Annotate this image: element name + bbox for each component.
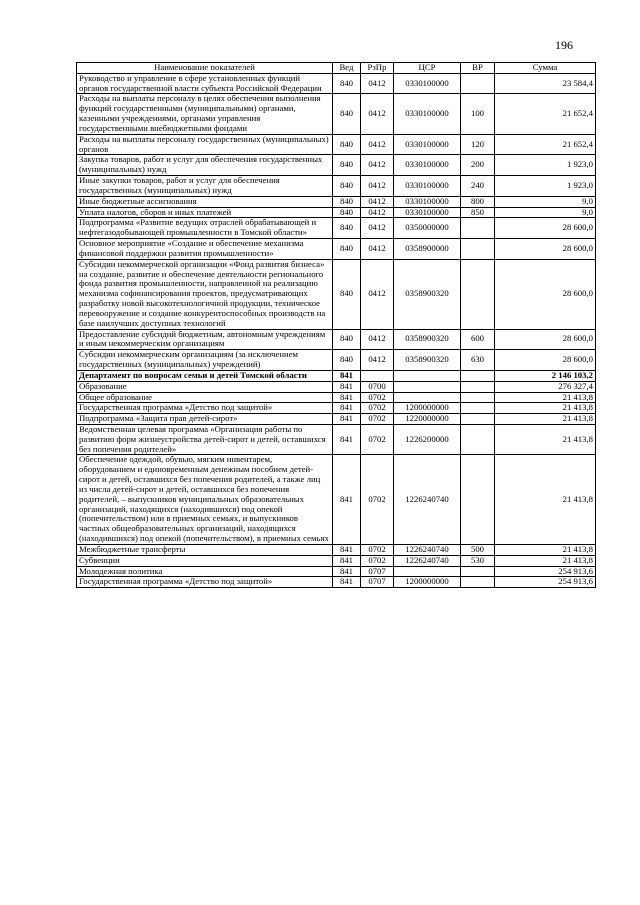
row-ved-cell: 840 xyxy=(333,94,361,134)
row-vr-cell xyxy=(461,239,495,260)
row-sum-cell: 21 413,8 xyxy=(495,544,596,555)
row-ved-cell: 841 xyxy=(333,370,361,381)
table-row xyxy=(77,207,596,218)
table-row xyxy=(77,196,596,207)
row-vr-cell xyxy=(461,259,495,329)
row-csr-cell xyxy=(394,370,461,381)
table-row xyxy=(77,566,596,577)
row-ved-cell: 841 xyxy=(333,414,361,425)
row-rzpr-cell: 0412 xyxy=(361,239,394,260)
row-vr-cell xyxy=(461,414,495,425)
row-name-cell: Обеспечение одеждой, обувью, мягким инвентарем, оборудованием и единовременным денежным пособием детей-сирот и детей, оставшихся без попечения родителей, а также лиц из числа детей-сирот и детей, оставшихся без попечения родителей, – выпускников муниципальных образовательных организаций, находящихся (находившихся) под опекой (попечительством) или в приемных семьях, и выпускников частных общеобразовательных организаций, находящихся (находившихся) под опекой (попечительством), в приемных семьях xyxy=(77,455,333,544)
row-name-cell: Основное мероприятие «Создание и обеспечение механизма финансовой поддержки развития промышленности» xyxy=(77,239,333,260)
row-sum-cell: 28 600,0 xyxy=(495,350,596,371)
header-csr: ЦСР xyxy=(394,63,461,74)
row-sum-cell: 254 913,6 xyxy=(495,566,596,577)
table-row xyxy=(77,176,596,197)
row-sum-cell: 21 413,8 xyxy=(495,555,596,566)
header-sum: Сумма xyxy=(495,63,596,74)
row-sum-cell: 28 600,0 xyxy=(495,259,596,329)
row-rzpr-cell: 0702 xyxy=(361,424,394,454)
row-ved-cell: 840 xyxy=(333,329,361,350)
row-ved-cell: 840 xyxy=(333,134,361,155)
row-csr-cell: 1226200000 xyxy=(394,424,461,454)
row-sum-cell: 28 600,0 xyxy=(495,218,596,239)
table-row xyxy=(77,134,596,155)
row-vr-cell: 200 xyxy=(461,155,495,176)
row-ved-cell: 841 xyxy=(333,424,361,454)
row-vr-cell xyxy=(461,73,495,94)
row-sum-cell: 21 413,8 xyxy=(495,424,596,454)
budget-table xyxy=(76,62,596,588)
row-csr-cell: 1226240740 xyxy=(394,455,461,544)
row-rzpr-cell: 0707 xyxy=(361,577,394,588)
row-vr-cell xyxy=(461,218,495,239)
row-name-cell: Подпрограмма «Защита прав детей-сирот» xyxy=(77,414,333,425)
row-sum-cell: 1 923,0 xyxy=(495,155,596,176)
row-sum-cell: 254 913,6 xyxy=(495,577,596,588)
table-body xyxy=(77,73,596,587)
row-name-cell: Подпрограмма «Развитие ведущих отраслей обрабатывающей и нефтегазодобывающей промышленности в Томской области» xyxy=(77,218,333,239)
row-name-cell: Иные закупки товаров, работ и услуг для обеспечения государственных (муниципальных) нужд xyxy=(77,176,333,197)
row-rzpr-cell: 0412 xyxy=(361,134,394,155)
row-sum-cell: 28 600,0 xyxy=(495,239,596,260)
row-name-cell: Ведомственная целевая программа «Организация работы по развитию форм жизнеустройства детей-сирот и детей, оставшихся без попечения родителей» xyxy=(77,424,333,454)
table-row xyxy=(77,155,596,176)
row-name-cell: Уплата налогов, сборов и иных платежей xyxy=(77,207,333,218)
row-csr-cell: 0330100000 xyxy=(394,207,461,218)
table-row xyxy=(77,350,596,371)
header-vr: ВР xyxy=(461,63,495,74)
row-sum-cell: 23 584,4 xyxy=(495,73,596,94)
row-name-cell: Иные бюджетные ассигнования xyxy=(77,196,333,207)
row-csr-cell: 0358900320 xyxy=(394,259,461,329)
row-rzpr-cell: 0412 xyxy=(361,350,394,371)
table-row xyxy=(77,403,596,414)
row-name-cell: Расходы на выплаты персоналу в целях обеспечения выполнения функций государственными (муниципальными) органами, казенными учреждениями, органами управления государственными внебюджетными фондами xyxy=(77,94,333,134)
row-ved-cell: 841 xyxy=(333,455,361,544)
row-name-cell: Субвенции xyxy=(77,555,333,566)
row-csr-cell: 0350000000 xyxy=(394,218,461,239)
table-row xyxy=(77,73,596,94)
page-number: 196 xyxy=(555,38,573,52)
header-ved: Вед xyxy=(333,63,361,74)
row-rzpr-cell xyxy=(361,370,394,381)
row-rzpr-cell: 0412 xyxy=(361,196,394,207)
table-row xyxy=(77,392,596,403)
row-csr-cell: 1226240740 xyxy=(394,555,461,566)
row-name-cell: Межбюджетные трансферты xyxy=(77,544,333,555)
row-name-cell: Субсидии некоммерческой организации «Фонд развития бизнеса» на создание, развитие и обеспечение деятельности регионального фонда развития промышленности, направленной на реализацию механизма софинансирования проектов, предусматривающих разработку новой высокотехнологичной продукции, техническое перевооружение и создание конкурентоспособных производств на базе наилучших доступных технологий xyxy=(77,259,333,329)
row-vr-cell: 630 xyxy=(461,350,495,371)
row-name-cell: Департамент по вопросам семьи и детей Томской области xyxy=(77,370,333,381)
row-ved-cell: 841 xyxy=(333,577,361,588)
row-rzpr-cell: 0412 xyxy=(361,207,394,218)
row-rzpr-cell: 0702 xyxy=(361,544,394,555)
row-ved-cell: 840 xyxy=(333,239,361,260)
row-csr-cell: 0358900000 xyxy=(394,239,461,260)
row-vr-cell xyxy=(461,370,495,381)
table-row xyxy=(77,555,596,566)
row-sum-cell: 2 146 103,2 xyxy=(495,370,596,381)
row-vr-cell: 800 xyxy=(461,196,495,207)
table-row xyxy=(77,424,596,454)
row-vr-cell xyxy=(461,403,495,414)
row-ved-cell: 841 xyxy=(333,381,361,392)
row-vr-cell xyxy=(461,392,495,403)
row-vr-cell xyxy=(461,424,495,454)
row-ved-cell: 840 xyxy=(333,155,361,176)
row-vr-cell: 600 xyxy=(461,329,495,350)
row-rzpr-cell: 0412 xyxy=(361,94,394,134)
row-csr-cell: 0330100000 xyxy=(394,94,461,134)
row-ved-cell: 841 xyxy=(333,544,361,555)
row-sum-cell: 9,0 xyxy=(495,207,596,218)
row-name-cell: Государственная программа «Детство под защитой» xyxy=(77,577,333,588)
row-csr-cell: 0330100000 xyxy=(394,155,461,176)
row-ved-cell: 840 xyxy=(333,207,361,218)
row-sum-cell: 21 652,4 xyxy=(495,134,596,155)
row-ved-cell: 841 xyxy=(333,403,361,414)
row-csr-cell: 0330100000 xyxy=(394,176,461,197)
table-row xyxy=(77,259,596,329)
row-name-cell: Общее образование xyxy=(77,392,333,403)
row-rzpr-cell: 0702 xyxy=(361,414,394,425)
row-vr-cell xyxy=(461,381,495,392)
row-csr-cell: 0330100000 xyxy=(394,73,461,94)
row-rzpr-cell: 0702 xyxy=(361,455,394,544)
row-sum-cell: 21 413,8 xyxy=(495,455,596,544)
table-header-row xyxy=(77,63,596,74)
row-ved-cell: 841 xyxy=(333,555,361,566)
row-vr-cell: 530 xyxy=(461,555,495,566)
row-csr-cell: 1200000000 xyxy=(394,577,461,588)
table-row xyxy=(77,577,596,588)
row-ved-cell: 840 xyxy=(333,259,361,329)
row-rzpr-cell: 0412 xyxy=(361,155,394,176)
row-name-cell: Образование xyxy=(77,381,333,392)
table-row xyxy=(77,455,596,544)
row-csr-cell: 1200000000 xyxy=(394,403,461,414)
row-csr-cell: 0358900320 xyxy=(394,350,461,371)
row-ved-cell: 841 xyxy=(333,392,361,403)
row-csr-cell: 1220000000 xyxy=(394,414,461,425)
row-rzpr-cell: 0702 xyxy=(361,403,394,414)
table-row xyxy=(77,370,596,381)
row-rzpr-cell: 0707 xyxy=(361,566,394,577)
row-rzpr-cell: 0412 xyxy=(361,218,394,239)
row-rzpr-cell: 0700 xyxy=(361,381,394,392)
row-vr-cell: 100 xyxy=(461,94,495,134)
row-rzpr-cell: 0702 xyxy=(361,392,394,403)
row-vr-cell: 500 xyxy=(461,544,495,555)
row-sum-cell: 21 413,8 xyxy=(495,392,596,403)
row-csr-cell: 0330100000 xyxy=(394,196,461,207)
row-name-cell: Закупка товаров, работ и услуг для обеспечения государственных (муниципальных) нужд xyxy=(77,155,333,176)
row-rzpr-cell: 0412 xyxy=(361,259,394,329)
row-name-cell: Субсидии некоммерческим организациям (за исключением государственных (муниципальных) учреждений) xyxy=(77,350,333,371)
row-csr-cell: 1226240740 xyxy=(394,544,461,555)
row-sum-cell: 21 413,8 xyxy=(495,414,596,425)
row-ved-cell: 840 xyxy=(333,350,361,371)
row-vr-cell: 850 xyxy=(461,207,495,218)
table-row xyxy=(77,544,596,555)
row-csr-cell: 0330100000 xyxy=(394,134,461,155)
row-csr-cell xyxy=(394,381,461,392)
row-ved-cell: 840 xyxy=(333,176,361,197)
table-row xyxy=(77,381,596,392)
row-sum-cell: 21 413,8 xyxy=(495,403,596,414)
row-csr-cell xyxy=(394,392,461,403)
row-ved-cell: 840 xyxy=(333,196,361,207)
row-sum-cell: 9,0 xyxy=(495,196,596,207)
row-rzpr-cell: 0412 xyxy=(361,176,394,197)
row-vr-cell: 120 xyxy=(461,134,495,155)
table-row xyxy=(77,239,596,260)
table-row xyxy=(77,94,596,134)
row-sum-cell: 28 600,0 xyxy=(495,329,596,350)
row-ved-cell: 841 xyxy=(333,566,361,577)
row-csr-cell xyxy=(394,566,461,577)
table-row xyxy=(77,329,596,350)
row-name-cell: Предоставление субсидий бюджетным, автономным учреждениям и иным некоммерческим организациям xyxy=(77,329,333,350)
row-vr-cell xyxy=(461,577,495,588)
header-name: Наименование показателей xyxy=(77,63,333,74)
row-rzpr-cell: 0412 xyxy=(361,329,394,350)
row-vr-cell xyxy=(461,455,495,544)
row-ved-cell: 840 xyxy=(333,218,361,239)
row-name-cell: Государственная программа «Детство под защитой» xyxy=(77,403,333,414)
header-rzpr: РзПр xyxy=(361,63,394,74)
row-vr-cell: 240 xyxy=(461,176,495,197)
row-csr-cell: 0358900320 xyxy=(394,329,461,350)
row-name-cell: Молодежная политика xyxy=(77,566,333,577)
row-name-cell: Руководство и управление в сфере установленных функций органов государственной власти субъекта Российской Федерации xyxy=(77,73,333,94)
row-vr-cell xyxy=(461,566,495,577)
row-name-cell: Расходы на выплаты персоналу государственных (муниципальных) органов xyxy=(77,134,333,155)
row-rzpr-cell: 0412 xyxy=(361,73,394,94)
row-sum-cell: 276 327,4 xyxy=(495,381,596,392)
row-sum-cell: 1 923,0 xyxy=(495,176,596,197)
row-ved-cell: 840 xyxy=(333,73,361,94)
table-row xyxy=(77,414,596,425)
row-sum-cell: 21 652,4 xyxy=(495,94,596,134)
row-rzpr-cell: 0702 xyxy=(361,555,394,566)
table-row xyxy=(77,218,596,239)
